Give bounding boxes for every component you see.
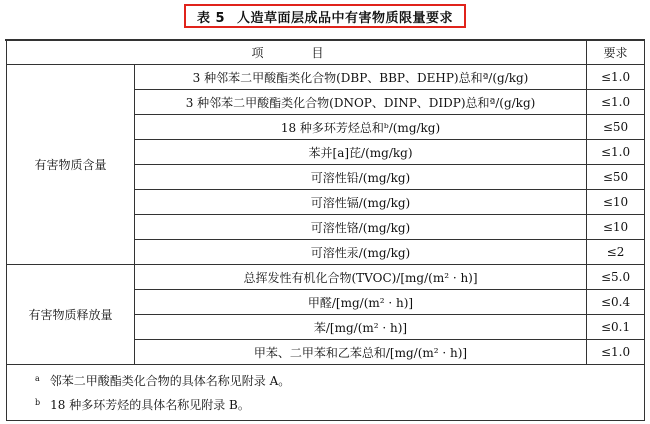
row-requirement: ≤1.0 (587, 340, 645, 365)
row-item: 可溶性镉/(mg/kg) (135, 190, 587, 215)
row-item: 3 种邻苯二甲酸酯类化合物(DNOP、DINP、DIDP)总和ª/(g/kg) (135, 90, 587, 115)
table-caption: 人造草面层成品中有害物质限量要求 (237, 10, 454, 26)
row-requirement: ≤1.0 (587, 65, 645, 90)
footnote-mark: b (35, 398, 41, 407)
row-requirement: ≤1.0 (587, 140, 645, 165)
row-item: 甲苯、二甲苯和乙苯总和/[mg/(m² · h)] (135, 340, 587, 365)
row-item: 可溶性铬/(mg/kg) (135, 215, 587, 240)
table-number: 表 5 (196, 10, 226, 26)
row-item: 苯/[mg/(m² · h)] (135, 315, 587, 340)
footnote-b (35, 392, 644, 416)
row-requirement: ≤10 (587, 215, 645, 240)
row-requirement: ≤5.0 (587, 265, 645, 290)
group-name-content: 有害物质含量 (7, 65, 135, 265)
row-item: 18 种多环芳烃总和ᵇ/(mg/kg) (135, 115, 587, 140)
row-item: 甲醛/[mg/(m² · h)] (135, 290, 587, 315)
row-requirement: ≤10 (587, 190, 645, 215)
row-requirement: ≤50 (587, 165, 645, 190)
header-row (7, 41, 645, 65)
header-item: 项 目 (7, 41, 587, 65)
footnotes (7, 365, 645, 421)
row-item: 可溶性铅/(mg/kg) (135, 165, 587, 190)
footnote-a (35, 368, 644, 392)
table-row (7, 65, 645, 90)
row-requirement: ≤1.0 (587, 90, 645, 115)
row-requirement: ≤2 (587, 240, 645, 265)
footnote-text: 18 种多环芳烃的具体名称见附录 B。 (50, 398, 250, 412)
footnote-text: 邻苯二甲酸酯类化合物的具体名称见附录 A。 (49, 374, 291, 388)
row-requirement: ≤50 (587, 115, 645, 140)
header-requirement: 要求 (587, 41, 645, 65)
row-requirement: ≤0.4 (587, 290, 645, 315)
table-title (184, 4, 466, 28)
footnote-mark: a (35, 374, 40, 383)
row-item: 总挥发性有机化合物(TVOC)/[mg/(m² · h)] (135, 265, 587, 290)
group-name-emission: 有害物质释放量 (7, 265, 135, 365)
limits-table (6, 40, 645, 421)
row-requirement: ≤0.1 (587, 315, 645, 340)
row-item: 3 种邻苯二甲酸酯类化合物(DBP、BBP、DEHP)总和ª/(g/kg) (135, 65, 587, 90)
row-item: 苯并[a]芘/(mg/kg) (135, 140, 587, 165)
table-row (7, 265, 645, 290)
footnote-row (7, 365, 645, 421)
row-item: 可溶性汞/(mg/kg) (135, 240, 587, 265)
